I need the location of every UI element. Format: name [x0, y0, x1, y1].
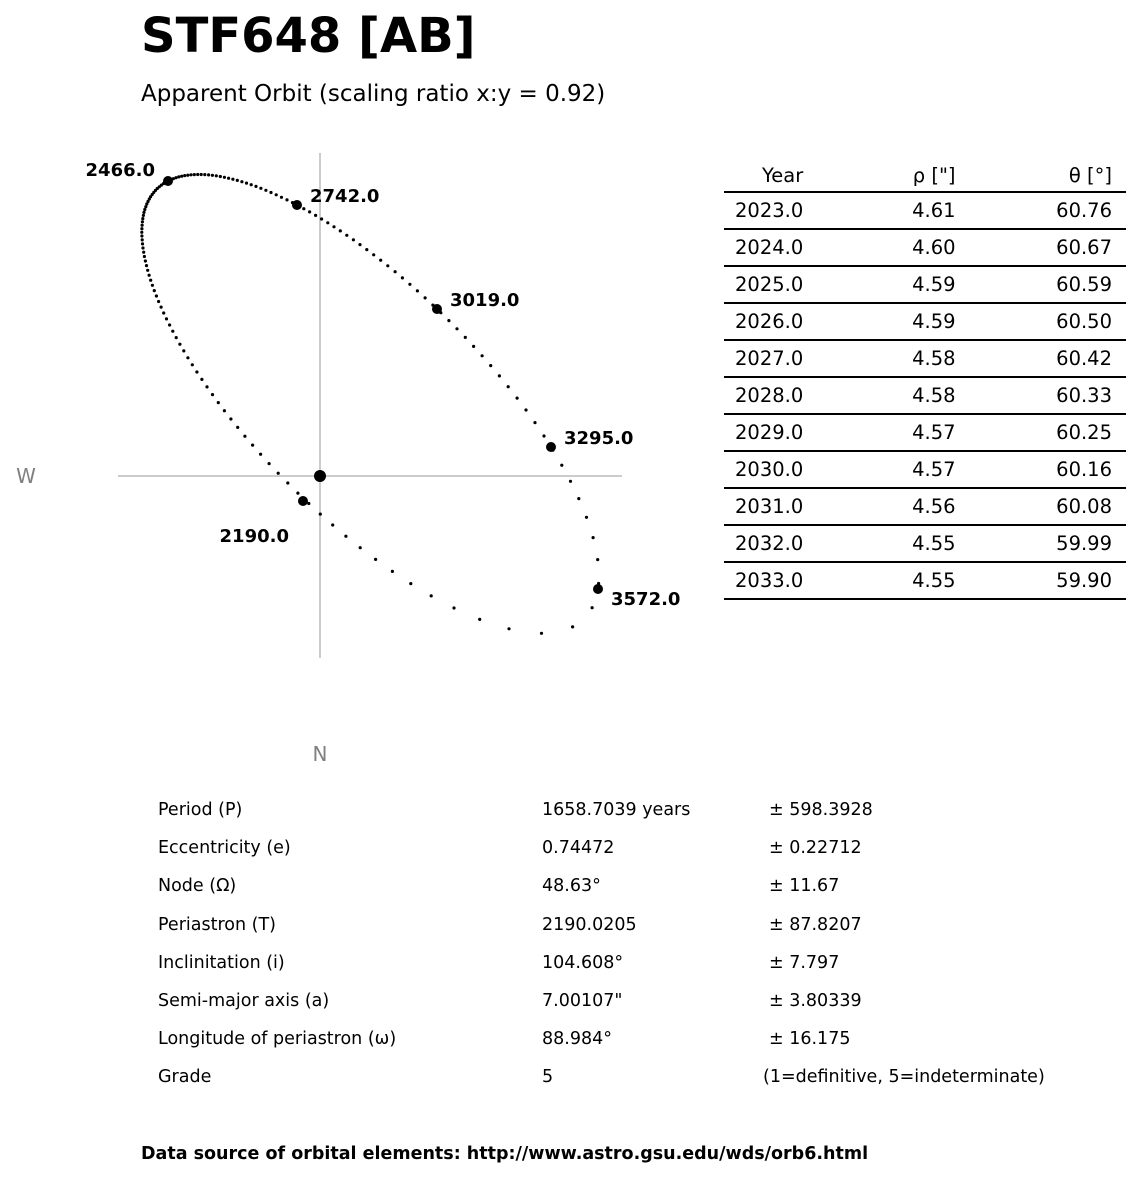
orbit-dot	[141, 217, 144, 220]
orbit-dot	[430, 594, 433, 597]
data-source-note: Data source of orbital elements: http://www.astro.gsu.edu/wds/orb6.html	[141, 1144, 869, 1164]
table-row	[724, 525, 1126, 562]
year-cell: 2028.0	[724, 377, 817, 414]
labeled-point-label: 3295.0	[564, 428, 634, 449]
orbit-dot	[205, 385, 208, 388]
orbit-dot	[148, 274, 151, 277]
orbit-dot	[151, 284, 154, 287]
orbit-dot	[452, 606, 455, 609]
year-cell: 2032.0	[724, 525, 817, 562]
orbit-dot	[141, 220, 144, 223]
element-value: 2190.0205	[542, 914, 637, 935]
orbit-dot	[200, 378, 203, 381]
element-value: 7.00107"	[542, 990, 623, 1011]
orbit-dot	[165, 317, 168, 320]
orbit-dot	[365, 248, 368, 251]
orbit-dot	[155, 294, 158, 297]
orbit-dot	[219, 175, 222, 178]
orbit-dot	[540, 632, 543, 635]
table-row	[724, 266, 1126, 303]
orbit-dot	[314, 214, 317, 217]
table-row	[724, 192, 1126, 229]
element-error: ± 87.8207	[769, 914, 862, 935]
element-name: Eccentricity (e)	[158, 838, 291, 859]
theta-cell: 60.50	[970, 303, 1126, 340]
orbit-dot	[352, 238, 355, 241]
element-name: Grade	[158, 1067, 212, 1088]
orbit-dot	[153, 289, 156, 292]
element-value: 1658.7039 years	[542, 800, 691, 820]
orbit-dot	[186, 356, 189, 359]
orbit-dot	[145, 264, 148, 267]
orbit-dot	[268, 462, 271, 465]
header-rho: ρ ["]	[817, 160, 969, 192]
table-row	[724, 451, 1126, 488]
labeled-point-label: 2190.0	[219, 526, 289, 547]
orbit-dot	[308, 210, 311, 213]
orbit-dot	[285, 198, 288, 201]
orbit-dot	[142, 214, 145, 217]
orbit-dot	[182, 349, 185, 352]
element-row	[158, 907, 1088, 945]
rho-cell: 4.55	[817, 525, 969, 562]
table-row	[724, 488, 1126, 525]
orbit-dot	[141, 242, 144, 245]
orbit-dot	[143, 208, 146, 211]
year-cell: 2026.0	[724, 303, 817, 340]
element-error: ± 11.67	[769, 876, 840, 897]
orbit-dot	[577, 497, 580, 500]
element-name: Period (P)	[158, 800, 243, 820]
orbit-dot	[141, 224, 144, 227]
orbit-dot	[358, 243, 361, 246]
element-value: 88.984°	[542, 1029, 612, 1050]
year-cell: 2023.0	[724, 192, 817, 229]
orbit-dot	[140, 234, 143, 237]
table-row	[724, 229, 1126, 266]
orbit-dot	[264, 189, 267, 192]
element-error: ± 0.22712	[769, 838, 862, 859]
orbit-dot	[195, 370, 198, 373]
orbit-dot	[585, 516, 588, 519]
element-row	[158, 983, 1088, 1021]
labeled-point-marker	[298, 496, 308, 506]
orbit-dot	[251, 444, 254, 447]
theta-cell: 60.33	[970, 377, 1126, 414]
orbit-dot	[401, 276, 404, 279]
orbit-dot	[189, 173, 192, 176]
orbit-dot	[236, 179, 239, 182]
orbit-dot	[269, 191, 272, 194]
orbit-dot	[223, 409, 226, 412]
rho-cell: 4.58	[817, 340, 969, 377]
element-value: 0.74472	[542, 838, 615, 859]
element-row	[158, 792, 1088, 830]
orbit-dot	[319, 513, 322, 516]
orbit-dot	[215, 174, 218, 177]
theta-cell: 60.59	[970, 266, 1126, 303]
orbit-dot	[146, 269, 149, 272]
rho-cell: 4.55	[817, 562, 969, 599]
orbit-dot	[286, 481, 289, 484]
orbit-dot	[533, 421, 536, 424]
orbit-dot	[140, 231, 143, 234]
year-cell: 2031.0	[724, 488, 817, 525]
orbit-dot	[245, 182, 248, 185]
element-row	[158, 1021, 1088, 1059]
orbit-dot	[592, 536, 595, 539]
orbit-dot	[472, 345, 475, 348]
element-value: 48.63°	[542, 876, 601, 897]
element-error: ± 598.3928	[769, 800, 873, 820]
year-cell: 2030.0	[724, 451, 817, 488]
labeled-point-marker	[163, 176, 173, 186]
orbit-dot	[259, 187, 262, 190]
labeled-point-label: 2466.0	[85, 160, 155, 181]
rho-cell: 4.57	[817, 414, 969, 451]
compass-north-label: N	[312, 742, 328, 766]
orbit-dot	[142, 211, 145, 214]
theta-cell: 59.90	[970, 562, 1126, 599]
header-theta: θ [°]	[970, 160, 1126, 192]
orbit-dot	[542, 434, 545, 437]
theta-cell: 60.42	[970, 340, 1126, 377]
orbit-dot	[227, 177, 230, 180]
orbit-dot	[408, 283, 411, 286]
orbit-dot	[386, 264, 389, 267]
orbit-dot	[326, 221, 329, 224]
orbit-dot	[177, 175, 180, 178]
orbital-elements-list	[158, 792, 1088, 1098]
element-row	[158, 868, 1088, 906]
chart-subtitle: Apparent Orbit (scaling ratio x:y = 0.92)	[141, 81, 606, 107]
table-row	[724, 414, 1126, 451]
orbit-dot	[391, 570, 394, 573]
compass-west-label: W	[16, 464, 36, 488]
year-cell: 2024.0	[724, 229, 817, 266]
header-year: Year	[724, 160, 817, 192]
rho-cell: 4.61	[817, 192, 969, 229]
theta-cell: 60.67	[970, 229, 1126, 266]
orbit-dot	[344, 535, 347, 538]
rho-cell: 4.59	[817, 303, 969, 340]
orbit-dot	[394, 270, 397, 273]
orbit-dot	[200, 173, 203, 176]
element-name: Inclinitation (i)	[158, 952, 285, 973]
orbit-dot	[211, 174, 214, 177]
table-row	[724, 377, 1126, 414]
orbit-dot	[302, 207, 305, 210]
element-error: ± 16.175	[769, 1029, 851, 1050]
ephemeris-table	[724, 160, 1126, 600]
orbit-dot	[144, 259, 147, 262]
orbit-dot	[464, 336, 467, 339]
orbit-dot	[498, 374, 501, 377]
orbit-dot	[141, 238, 144, 241]
year-cell: 2033.0	[724, 562, 817, 599]
orbit-dot	[196, 173, 199, 176]
orbit-dot	[250, 183, 253, 186]
year-cell: 2027.0	[724, 340, 817, 377]
element-name: Node (Ω)	[158, 876, 237, 897]
primary-star-marker	[314, 470, 326, 482]
orbit-dot	[481, 354, 484, 357]
orbit-dot	[507, 627, 510, 630]
orbit-dot	[280, 196, 283, 199]
orbit-dot	[254, 185, 257, 188]
labeled-points	[86, 160, 681, 610]
element-name: Periastron (T)	[158, 914, 276, 935]
orbit-dot	[571, 625, 574, 628]
year-cell: 2025.0	[724, 266, 817, 303]
orbit-dot	[175, 336, 178, 339]
orbit-dot	[240, 180, 243, 183]
orbit-dot	[447, 319, 450, 322]
orbit-dot	[171, 330, 174, 333]
orbit-dot	[231, 178, 234, 181]
theta-cell: 60.08	[970, 488, 1126, 525]
table-row	[724, 340, 1126, 377]
orbit-dot	[180, 175, 183, 178]
ephemeris-header-row	[724, 160, 1126, 192]
element-row	[158, 945, 1088, 983]
rho-cell: 4.59	[817, 266, 969, 303]
orbit-dot	[193, 173, 196, 176]
orbit-dot	[359, 546, 362, 549]
element-name: Longitude of periastron (ω)	[158, 1029, 397, 1050]
orbit-dot	[229, 417, 232, 420]
orbit-dot	[489, 364, 492, 367]
orbit-dot	[507, 385, 510, 388]
labeled-point-marker	[593, 584, 603, 594]
orbit-dot	[203, 173, 206, 176]
orbit-dot	[183, 174, 186, 177]
orbit-dot	[516, 397, 519, 400]
orbit-dots	[140, 173, 600, 635]
orbit-plot	[0, 0, 700, 780]
chart-title: STF648 [AB]	[141, 8, 476, 64]
element-error: (1=definitive, 5=indeterminate)	[763, 1067, 1045, 1088]
year-cell: 2029.0	[724, 414, 817, 451]
orbit-dot	[168, 323, 171, 326]
orbit-dot	[424, 296, 427, 299]
orbit-dot	[142, 251, 145, 254]
orbit-dot	[143, 255, 146, 258]
theta-cell: 60.76	[970, 192, 1126, 229]
orbit-dot	[409, 582, 412, 585]
labeled-point-marker	[432, 304, 442, 314]
orbit-dot	[157, 300, 160, 303]
orbit-dot	[236, 426, 239, 429]
theta-cell: 60.25	[970, 414, 1126, 451]
orbit-dot	[379, 259, 382, 262]
orbit-dot	[140, 227, 143, 230]
orbit-dot	[243, 435, 246, 438]
orbit-dot	[455, 327, 458, 330]
labeled-point-label: 3572.0	[611, 589, 681, 610]
orbit-dot	[569, 480, 572, 483]
labeled-point-label: 2742.0	[310, 186, 380, 207]
orbit-dot	[223, 176, 226, 179]
orbit-dot	[217, 401, 220, 404]
ephemeris-body	[724, 192, 1126, 599]
orbit-dot	[186, 174, 189, 177]
orbit-dot	[339, 229, 342, 232]
labeled-point-marker	[546, 442, 556, 452]
orbit-dot	[524, 408, 527, 411]
orbit-dot	[560, 464, 563, 467]
orbit-dot	[162, 311, 165, 314]
orbit-dot	[374, 558, 377, 561]
orbit-dot	[275, 193, 278, 196]
element-value: 104.608°	[542, 952, 624, 973]
orbit-dot	[331, 523, 334, 526]
orbit-dot	[332, 225, 335, 228]
orbit-dot	[345, 234, 348, 237]
orbit-dot	[372, 253, 375, 256]
rho-cell: 4.58	[817, 377, 969, 414]
element-row	[158, 1059, 1088, 1097]
orbit-dot	[320, 217, 323, 220]
theta-cell: 60.16	[970, 451, 1126, 488]
table-row	[724, 562, 1126, 599]
orbit-dot	[207, 173, 210, 176]
element-error: ± 3.80339	[769, 990, 862, 1011]
orbit-dot	[277, 472, 280, 475]
labeled-point-label: 3019.0	[450, 290, 520, 311]
orbit-dot	[259, 453, 262, 456]
theta-cell: 59.99	[970, 525, 1126, 562]
orbit-dot	[160, 306, 163, 309]
table-row	[724, 303, 1126, 340]
orbit-dot	[596, 558, 599, 561]
orbit-dot	[191, 363, 194, 366]
rho-cell: 4.57	[817, 451, 969, 488]
rho-cell: 4.56	[817, 488, 969, 525]
element-row	[158, 830, 1088, 868]
orbit-dot	[211, 393, 214, 396]
orbit-dot	[141, 246, 144, 249]
orbit-dot	[478, 618, 481, 621]
element-error: ± 7.797	[769, 952, 840, 973]
orbit-dot	[416, 289, 419, 292]
labeled-point-marker	[292, 200, 302, 210]
orbit-dot	[174, 176, 177, 179]
element-name: Semi-major axis (a)	[158, 990, 330, 1011]
element-value: 5	[542, 1067, 554, 1088]
orbit-dot	[296, 492, 299, 495]
orbit-dot	[178, 343, 181, 346]
orbit-dot	[591, 606, 594, 609]
rho-cell: 4.60	[817, 229, 969, 266]
orbit-dot	[149, 279, 152, 282]
